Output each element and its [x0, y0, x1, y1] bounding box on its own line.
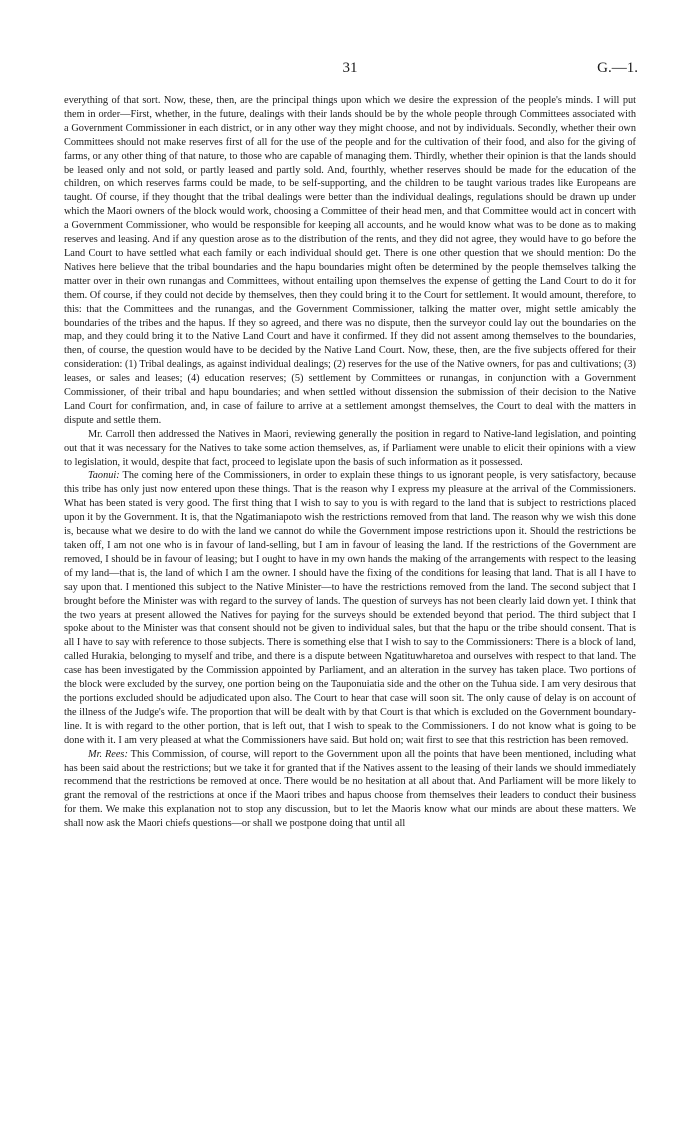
paragraph-text: everything of that sort. Now, these, then, are the principal things upon which we desire the expression of the people's minds. I will put them in order—First, whether, in the future, dealings with their lands should be by the whole people through Committees associated with a Government Commissioner in each district, or in any other way they might choose, and not by individuals. Secondly, whether their own Committees should not make reserves first of all for the use of the people and for the cultivation of their food, and also for the giving of farms, or any other thing of that nature, to those who are capable of managing them. Thirdly, whether their opinion is that the lands should be leased only and not sold, or partly leased and partly sold. And, fourthly, whether reserves should be made for the education of the children, on which reserves farms could be made, to be self-supporting, and the children to be taught various trades like Europeans are taught. Of course, if they thought that the tribal dealings were better than the individual dealings, regulations should be drawn up under which the Maori owners of the block would work, choosing a Committee of their head men, and that Committee would act in concert with a Government Commissioner, who would be responsible for keeping all accounts, and he would know what was to be done as to making reserves and leasing. And if any question arose as to the distribution of the rents, and they did not agree, they would have to go before the Land Court to have settled what each family or each individual should get. There is one other question that we should mention: Do the Natives here believe that the tribal boundaries and the hapu boundaries might often be determined by the people themselves talking the matter over in their own runangas and Committees, without entailing upon themselves the expense of getting the Land Court to do it for them. Of course, if they could not decide by themselves, then they could bring it to the Court for settlement. It would amount, therefore, to this: that the Committees and the runangas, and the Government Commissioner, talking the matter over, might settle amicably the boundaries of the tribes and the hapus. If they so agreed, and there was no dispute, then the surveyor could lay out the boundaries on the map, and they could bring it to the Native Land Court and have it confirmed. If they did not assent among themselves to the boundaries, then, of course, the question would have to be decided by the Native Land Court. Now, these, then, are the five subjects offered for their consideration: (1) Tribal dealings, as against individual dealings; (2) reserves for the use of the Native owners, for pas and cultivations; (3) leases, or sales and leases; (4) education reserves; (5) settlement by Committees or runangas, in conjunction with a Government Commissioner, of their tribal and hapu boundaries; and when settled without dissension the submission of their decision to the Native Land Court for confirmation, and, in case of failure to arrive at a settlement amongst themselves, the Court to deal with the matters in dispute and settle them.	[64, 95, 636, 426]
paragraph-taonui-speech	[64, 469, 636, 747]
speaker-name: Mr. Rees:	[88, 748, 128, 760]
page-header	[0, 60, 700, 84]
paragraph-text: This Commission, of course, will report to the Government upon all the points that have been mentioned, including what has been said about the restrictions; but we take it for granted that if the Natives assent to the leasing of their lands we should immediately recommend that the restrictions be removed at once. There would be no hesitation at all about that. And Parliament will be more likely to grant the removal of the restrictions at once if the Maori tribes and hapus choose from themselves their leaders to conduct their business for them. We make this explanation not to stop any discussion, but to let the Maoris know what our minds are about these matters. We shall now ask the Maori chiefs questions—or shall we postpone doing that until all	[64, 748, 636, 830]
body-text	[64, 94, 636, 1094]
paragraph-rees-reply	[64, 748, 636, 831]
paragraph-commission-questions	[64, 94, 636, 428]
page-number: 31	[342, 60, 358, 76]
paragraph-text: Mr. Carroll then addressed the Natives in Maori, reviewing generally the position in regard to Native-land legislation, and pointing out that it was necessary for the Natives to take some action themselves, as, if Parliament were unable to elicit their opinions with a view to legislation, it would, despite that fact, proceed to legislate upon the basis of such information as it possessed.	[64, 428, 636, 468]
document-reference: G.—1.	[597, 60, 638, 76]
paragraph-carroll-address	[64, 428, 636, 470]
speaker-name: Taonui:	[88, 470, 120, 482]
paragraph-text: The coming here of the Commissioners, in order to explain these things to us ignorant people, is very satisfactory, because this tribe has only just now entered upon these things. That is the reason why I express my pleasure at the arrival of the Commissioners. What has been stated is very good. The first thing that I wish to say to you is with regard to the land that is subject to restrictions placed upon it by the Government. It is, that the Ngatimaniapoto wish the restrictions removed from that land. The reason why we wish this done is, because what we desire to do with the land we cannot do while the Government impose restrictions upon it. Should the restrictions be taken off, I am not one who is in favour of land-selling, but I am in favour of leasing the land. If the restrictions of the Government are removed, I should be in favour of leasing; but I ought to have in my own hands the making of the arrangements with respect to the leasing of my land—that is, the land of which I am the owner. I should have the fixing of the conditions for leasing that land. That is all I have to say upon that. I mentioned this subject to the Native Minister—to have the restrictions removed from the land. The second subject that I brought before the Minister was with regard to the survey of lands. The question of surveys has not been clearly laid down yet. I think that the two years at present allowed the Natives for paying for the surveys should be extended beyond that period. The third subject that I spoke about to the Minister was that consent should not be given to individual sales, but that the hapu or the tribe should consent. That is all I have to say with reference to those subjects. There is something else that I wish to say to the Commissioners: There is a block of land, called Hurakia, belonging to myself and tribe, and there is a dispute between Ngatituwharetoa and ourselves with respect to that land. The case has been investigated by the Commission appointed by Parliament, and an alteration in the survey has taken place. Two portions of the block were excluded by the survey, one portion being on the Tauponuiatia side and the other on the Tuhua side. I am very desirous that the portions excluded should be adjudicated upon also. The Court to hear that case will soon sit. The only cause of delay is on account of the illness of the Judge's wife. The proportion that will be dealt with by that Court is that which is excluded on the Government boundary-line. It is with regard to the other portion, that is left out, that I wish to speak to the Commissioners. I do not know what is going to be done with it. I am very pleased at what the Commissioners have said. But hold on; wait first to see that this restriction has been removed.	[64, 470, 636, 746]
